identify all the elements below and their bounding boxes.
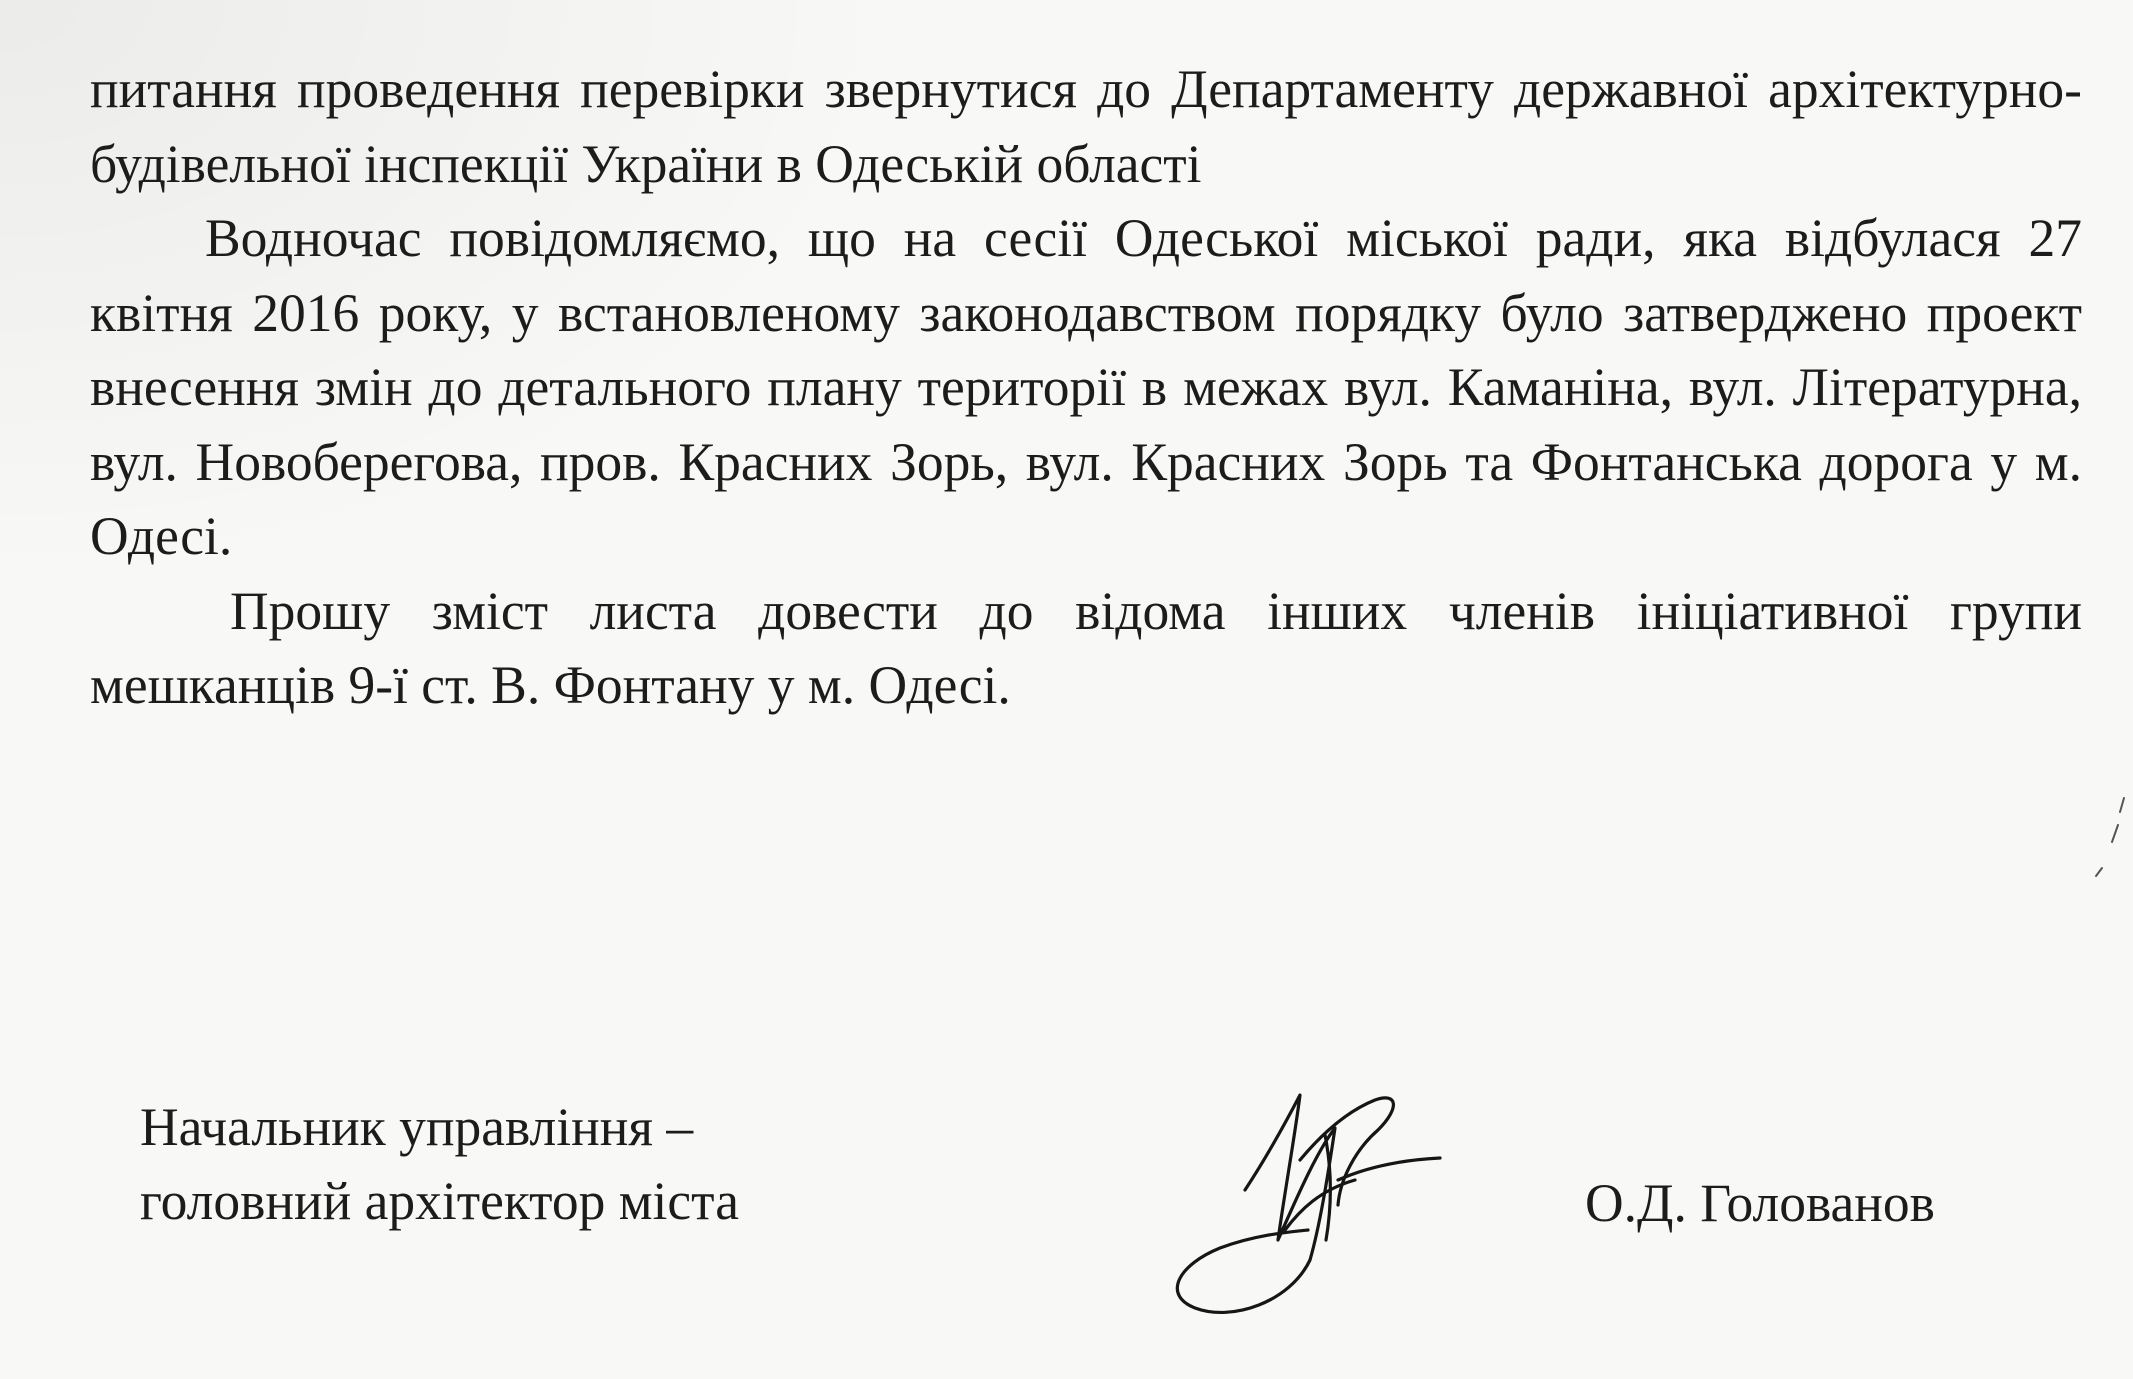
signatory-title-line-1: Начальник управління – [140, 1097, 694, 1157]
paragraph-inspection: питання проведення перевірки звернутися до Департаменту державної архітектурно-будівельної інспекції України в Одеській області [90, 59, 2082, 194]
signatory-name: О.Д. Голованов [1585, 1173, 1935, 1233]
scan-artifact [2090, 790, 2130, 880]
letter-body [90, 52, 2082, 723]
signatory-title-line-2: головний архітектор міста [140, 1171, 739, 1231]
signatory-position [140, 1090, 739, 1238]
paragraph-request: Прошу зміст листа довести до відома інших членів ініціативної групи мешканців 9-ї ст. В. Фонтану у м. Одесі. [90, 580, 2082, 715]
paragraph-detailed-plan: Водночас повідомляємо, що на сесії Одеської міської ради, яка відбулася 27 квітня 2016 року, у встановленому законодавством порядку було затверджено проект внесення змін до детального плану території в межах вул. Каманіна, вул. Літературна, вул. Новоберегова, пров. Красних Зорь, вул. Красних Зорь та Фонтанська дорога у м. Одесі. [90, 208, 2082, 566]
handwritten-signature [1150, 1040, 1490, 1330]
